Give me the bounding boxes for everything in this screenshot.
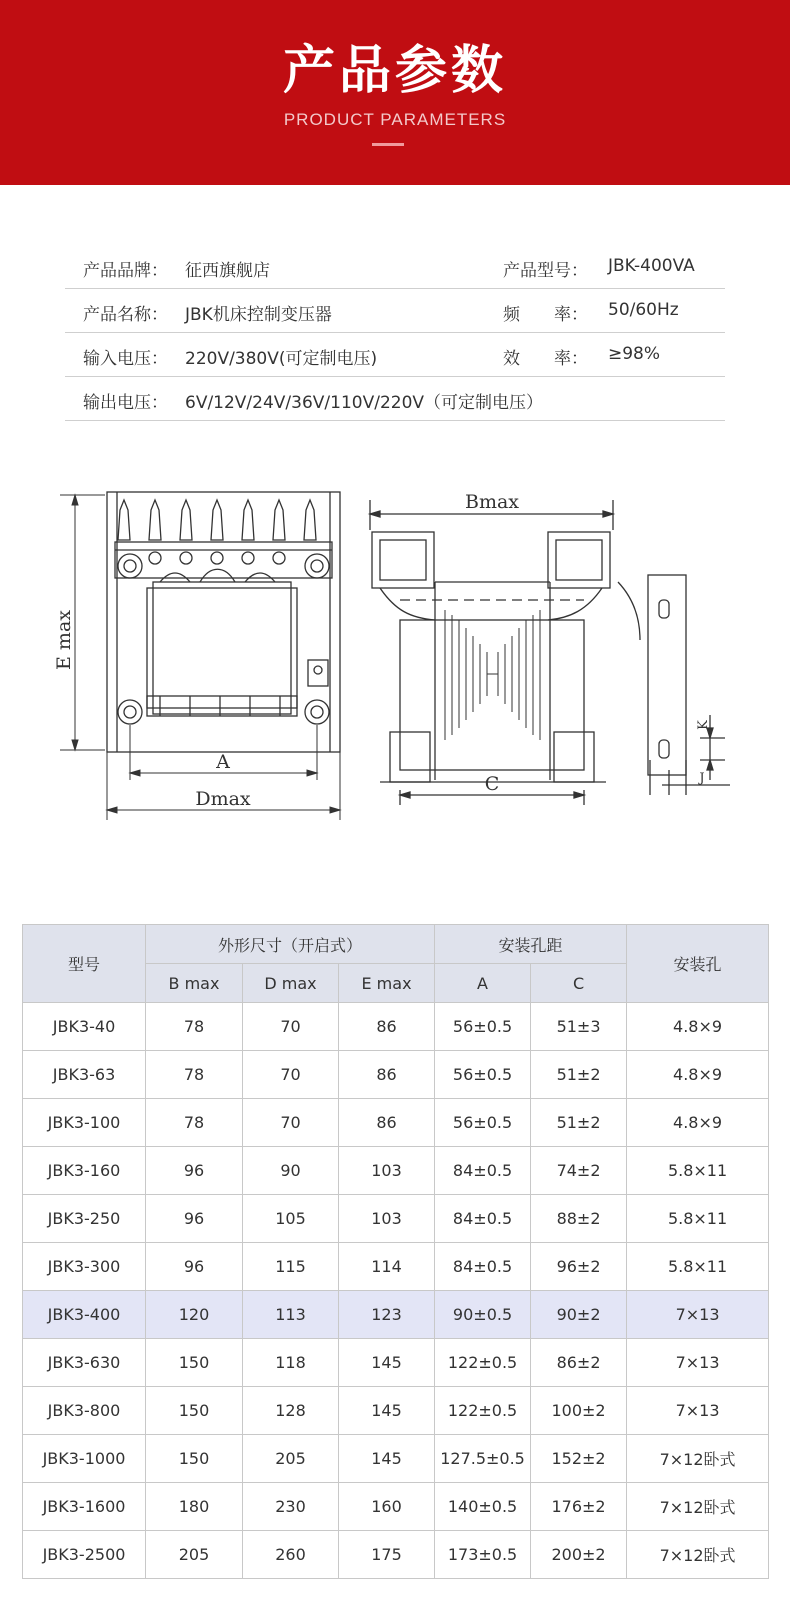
table-row xyxy=(23,1003,769,1051)
cell-c: 88±2 xyxy=(531,1195,627,1243)
table-row xyxy=(23,1099,769,1147)
cell-dmax: 90 xyxy=(243,1147,339,1195)
cell-dmax: 260 xyxy=(243,1531,339,1579)
table-row xyxy=(23,1291,769,1339)
cell-dmax: 118 xyxy=(243,1339,339,1387)
cell-dmax: 128 xyxy=(243,1387,339,1435)
parameter-table xyxy=(22,924,769,1579)
cell-c: 90±2 xyxy=(531,1291,627,1339)
table-row xyxy=(23,1435,769,1483)
cell-c: 176±2 xyxy=(531,1483,627,1531)
cell-mount-hole: 4.8×9 xyxy=(627,1099,769,1147)
cell-bmax: 96 xyxy=(146,1243,243,1291)
spec-row xyxy=(65,245,725,289)
spec-label: 产品名称： xyxy=(83,305,168,325)
cell-model: JBK3-1000 xyxy=(23,1435,146,1483)
header-a: A xyxy=(435,964,531,1003)
header-banner xyxy=(0,0,790,185)
cell-mount-hole: 7×12卧式 xyxy=(627,1435,769,1483)
cell-mount-hole: 5.8×11 xyxy=(627,1147,769,1195)
cell-model: JBK3-63 xyxy=(23,1051,146,1099)
cell-emax: 160 xyxy=(339,1483,435,1531)
cell-mount-hole: 4.8×9 xyxy=(627,1051,769,1099)
cell-bmax: 150 xyxy=(146,1339,243,1387)
cell-c: 74±2 xyxy=(531,1147,627,1195)
cell-emax: 145 xyxy=(339,1435,435,1483)
cell-model: JBK3-300 xyxy=(23,1243,146,1291)
label-c: C xyxy=(484,773,500,795)
cell-a: 84±0.5 xyxy=(435,1195,531,1243)
mounting-detail xyxy=(618,575,730,795)
cell-bmax: 96 xyxy=(146,1147,243,1195)
cell-dmax: 70 xyxy=(243,1051,339,1099)
cell-a: 84±0.5 xyxy=(435,1243,531,1291)
cell-model: JBK3-250 xyxy=(23,1195,146,1243)
spec-value: JBK-400VA xyxy=(608,256,695,276)
cell-c: 96±2 xyxy=(531,1243,627,1291)
cell-a: 56±0.5 xyxy=(435,1099,531,1147)
spec-value: 6V/12V/24V/36V/110V/220V（可定制电压） xyxy=(185,393,544,413)
cell-emax: 86 xyxy=(339,1051,435,1099)
cell-model: JBK3-160 xyxy=(23,1147,146,1195)
cell-mount-hole: 7×13 xyxy=(627,1387,769,1435)
cell-dmax: 105 xyxy=(243,1195,339,1243)
table-row xyxy=(23,1195,769,1243)
cell-a: 127.5±0.5 xyxy=(435,1435,531,1483)
spec-label: 输出电压： xyxy=(83,393,168,413)
dimension-lines-front xyxy=(60,495,340,820)
cell-emax: 114 xyxy=(339,1243,435,1291)
spec-label: 产品型号： xyxy=(503,261,588,281)
cell-emax: 86 xyxy=(339,1099,435,1147)
cell-a: 140±0.5 xyxy=(435,1483,531,1531)
header-outer-size: 外形尺寸（开启式） xyxy=(146,925,435,964)
label-a: A xyxy=(216,751,230,773)
cell-c: 51±3 xyxy=(531,1003,627,1051)
cell-a: 173±0.5 xyxy=(435,1531,531,1579)
spec-label: 效 率： xyxy=(503,349,588,369)
cell-a: 56±0.5 xyxy=(435,1051,531,1099)
header-hole-distance: 安装孔距 xyxy=(435,925,627,964)
table-row xyxy=(23,1243,769,1291)
cell-bmax: 96 xyxy=(146,1195,243,1243)
cell-c: 100±2 xyxy=(531,1387,627,1435)
cell-a: 84±0.5 xyxy=(435,1147,531,1195)
cell-c: 200±2 xyxy=(531,1531,627,1579)
header-bmax: B max xyxy=(146,964,243,1003)
label-emax: E max xyxy=(53,610,75,670)
cell-emax: 175 xyxy=(339,1531,435,1579)
cell-model: JBK3-800 xyxy=(23,1387,146,1435)
cell-c: 86±2 xyxy=(531,1339,627,1387)
header-emax: E max xyxy=(339,964,435,1003)
cell-mount-hole: 7×12卧式 xyxy=(627,1483,769,1531)
cell-bmax: 150 xyxy=(146,1435,243,1483)
header-model: 型号 xyxy=(23,925,146,1003)
spec-value: JBK机床控制变压器 xyxy=(185,305,332,325)
cell-mount-hole: 5.8×11 xyxy=(627,1195,769,1243)
header-dmax: D max xyxy=(243,964,339,1003)
spec-label: 频 率： xyxy=(503,305,588,325)
spec-value: 50/60Hz xyxy=(608,300,679,320)
cell-bmax: 150 xyxy=(146,1387,243,1435)
cell-dmax: 113 xyxy=(243,1291,339,1339)
page-subtitle: PRODUCT PARAMETERS xyxy=(283,110,507,129)
cell-model: JBK3-40 xyxy=(23,1003,146,1051)
cell-emax: 145 xyxy=(339,1387,435,1435)
table-body xyxy=(23,1003,769,1579)
cell-model: JBK3-1600 xyxy=(23,1483,146,1531)
spec-value: 220V/380V(可定制电压) xyxy=(185,349,378,369)
cell-model: JBK3-2500 xyxy=(23,1531,146,1579)
cell-bmax: 78 xyxy=(146,1003,243,1051)
spec-list xyxy=(65,245,725,421)
cell-emax: 123 xyxy=(339,1291,435,1339)
cell-dmax: 70 xyxy=(243,1099,339,1147)
spec-row xyxy=(65,333,725,377)
cell-emax: 86 xyxy=(339,1003,435,1051)
cell-mount-hole: 7×12卧式 xyxy=(627,1531,769,1579)
table-row xyxy=(23,1339,769,1387)
cell-a: 90±0.5 xyxy=(435,1291,531,1339)
cell-bmax: 78 xyxy=(146,1099,243,1147)
cell-mount-hole: 5.8×11 xyxy=(627,1243,769,1291)
side-view xyxy=(370,500,613,805)
core-laminations xyxy=(445,610,540,740)
spec-label: 产品品牌： xyxy=(83,261,168,281)
cell-emax: 103 xyxy=(339,1195,435,1243)
cell-emax: 145 xyxy=(339,1339,435,1387)
cell-mount-hole: 4.8×9 xyxy=(627,1003,769,1051)
cell-model: JBK3-400 xyxy=(23,1291,146,1339)
cell-c: 51±2 xyxy=(531,1051,627,1099)
table-row xyxy=(23,1147,769,1195)
cell-mount-hole: 7×13 xyxy=(627,1291,769,1339)
cell-c: 51±2 xyxy=(531,1099,627,1147)
cell-dmax: 70 xyxy=(243,1003,339,1051)
page-title: 产品参数 xyxy=(282,41,507,101)
cell-c: 152±2 xyxy=(531,1435,627,1483)
cell-a: 122±0.5 xyxy=(435,1339,531,1387)
spec-row xyxy=(65,377,725,421)
terminal-screws xyxy=(118,500,316,540)
cell-dmax: 115 xyxy=(243,1243,339,1291)
spec-label: 输入电压： xyxy=(83,349,168,369)
header-mount-hole: 安装孔 xyxy=(627,925,769,1003)
table-row xyxy=(23,1387,769,1435)
spec-value: 征西旗舰店 xyxy=(185,261,270,281)
label-dmax: Dmax xyxy=(195,788,251,810)
label-bmax: Bmax xyxy=(464,491,520,513)
cell-bmax: 78 xyxy=(146,1051,243,1099)
table-row xyxy=(23,1051,769,1099)
cell-dmax: 230 xyxy=(243,1483,339,1531)
spec-row xyxy=(65,289,725,333)
cell-model: JBK3-630 xyxy=(23,1339,146,1387)
cell-emax: 103 xyxy=(339,1147,435,1195)
cell-mount-hole: 7×13 xyxy=(627,1339,769,1387)
cell-a: 56±0.5 xyxy=(435,1003,531,1051)
cell-bmax: 205 xyxy=(146,1531,243,1579)
title-underline xyxy=(372,143,404,146)
cell-a: 122±0.5 xyxy=(435,1387,531,1435)
header-c: C xyxy=(531,964,627,1003)
label-k: K xyxy=(696,720,711,730)
spec-value: ≥98% xyxy=(608,344,661,364)
label-j: J xyxy=(699,771,705,786)
cell-bmax: 120 xyxy=(146,1291,243,1339)
cell-dmax: 205 xyxy=(243,1435,339,1483)
front-view xyxy=(107,492,340,752)
table-row xyxy=(23,1483,769,1531)
cell-model: JBK3-100 xyxy=(23,1099,146,1147)
dimension-drawing xyxy=(50,470,750,850)
cell-bmax: 180 xyxy=(146,1483,243,1531)
table-row xyxy=(23,1531,769,1579)
